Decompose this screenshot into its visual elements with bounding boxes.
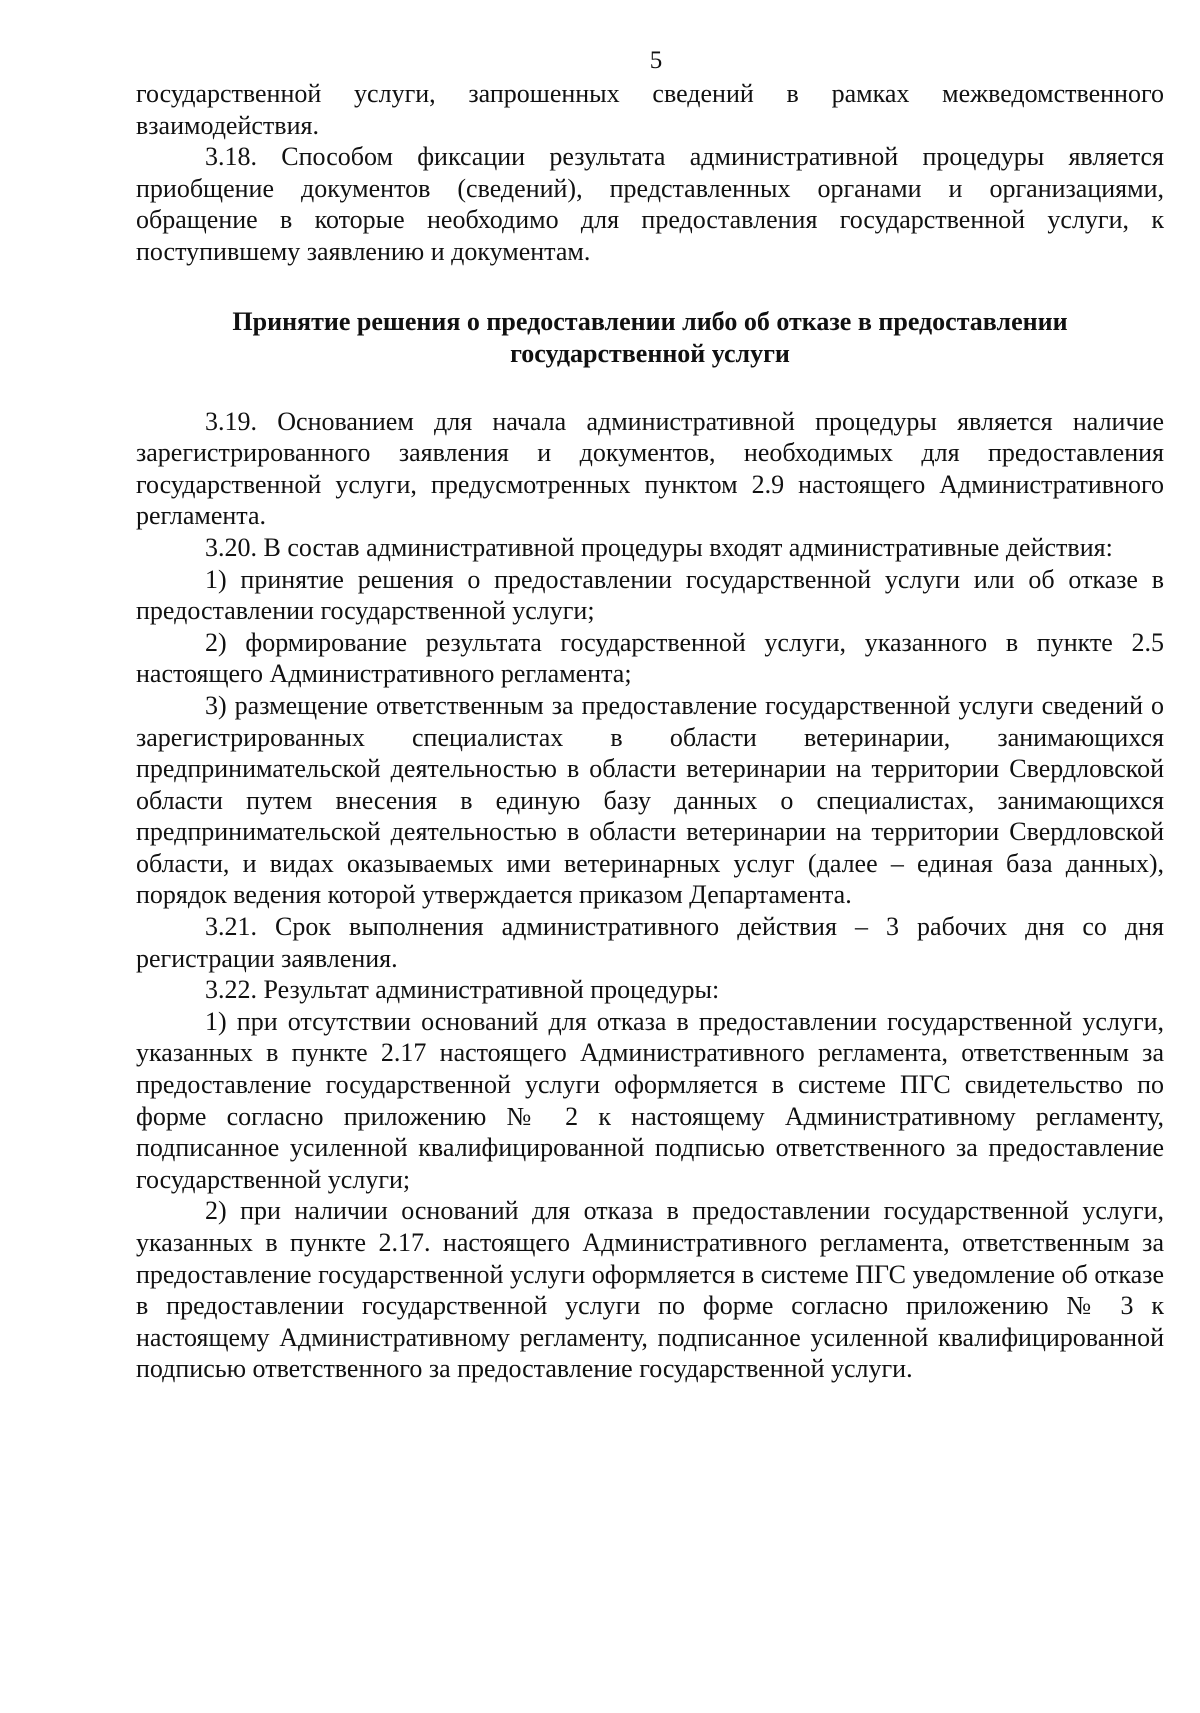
- top-paragraphs: [136, 78, 1164, 268]
- section-heading: [136, 306, 1164, 370]
- paragraph-3-22-item-2: 2) при наличии оснований для отказа в предоставлении государственной услуги, указанных в пункте 2.17. настоящего Административного регламента, ответственным за предоставление государственной услуги оформляется в системе ПГС уведомление об отказе в предоставлении государственной услуги по форме согласно приложению № 3 к настоящему Административному регламенту, подписанное усиленной квалифицированной подписью ответственного за предоставление государственной услуги.: [136, 1196, 1164, 1384]
- paragraph-3-19: 3.19. Основанием для начала административной процедуры является наличие зарегистрированного заявления и документов, необходимых для предоставления государственной услуги, предусмотренных пунктом 2.9 настоящего Административного регламента.: [136, 406, 1164, 531]
- paragraph-continuation: государственной услуги, запрошенных сведений в рамках межведомственного взаимодействия.: [136, 79, 1164, 140]
- paragraph-3-18: 3.18. Способом фиксации результата административной процедуры является приобщение документов (сведений), представленных органами и организациями, обращение в которые необходимо для предоставления государственной услуги, к поступившему заявлению и документам.: [136, 142, 1164, 266]
- paragraph-3-22: 3.22. Результат административной процедуры:: [205, 975, 720, 1005]
- section-heading-line-2: государственной услуги: [510, 338, 790, 368]
- paragraph-3-20-item-3: 3) размещение ответственным за предоставление государственной услуги сведений о зарегистрированных специалистах в области ветеринарии, занимающихся предпринимательской деятельностью в области ветеринарии на территории Свердловской области путем внесения в единую базу данных о специалистах, занимающихся предпринимательской деятельностью в области ветеринарии на территории Свердловской области, и видах оказываемых ими ветеринарных услуг (далее – единая база данных), порядок ведения которой утверждается приказом Департамента.: [136, 690, 1164, 910]
- paragraph-3-20: 3.20. В состав административной процедуры входят административные действия:: [205, 532, 1113, 562]
- document-page: [136, 46, 1164, 1385]
- paragraph-3-21: 3.21. Срок выполнения административного действия – 3 рабочих дня со дня регистрации заявления.: [136, 912, 1164, 973]
- page-number: 5: [649, 47, 663, 74]
- bottom-paragraphs: [136, 406, 1164, 1385]
- paragraph-3-20-item-1: 1) принятие решения о предоставлении государственной услуги или об отказе в предоставлении государственной услуги;: [136, 564, 1164, 626]
- paragraph-3-22-item-1: 1) при отсутствии оснований для отказа в предоставлении государственной услуги, указанных в пункте 2.17 настоящего Административного регламента, ответственным за предоставление государственной услуги оформляется в системе ПГС свидетельство по форме согласно приложению № 2 к настоящему Административному регламенту, подписанное усиленной квалифицированной подписью ответственного за предоставление государственной услуги;: [136, 1006, 1164, 1194]
- paragraph-3-20-item-2: 2) формирование результата государственной услуги, указанного в пункте 2.5 настоящего Административного регламента;: [136, 627, 1164, 689]
- section-heading-line-1: Принятие решения о предоставлении либо об отказе в предоставлении: [232, 306, 1068, 336]
